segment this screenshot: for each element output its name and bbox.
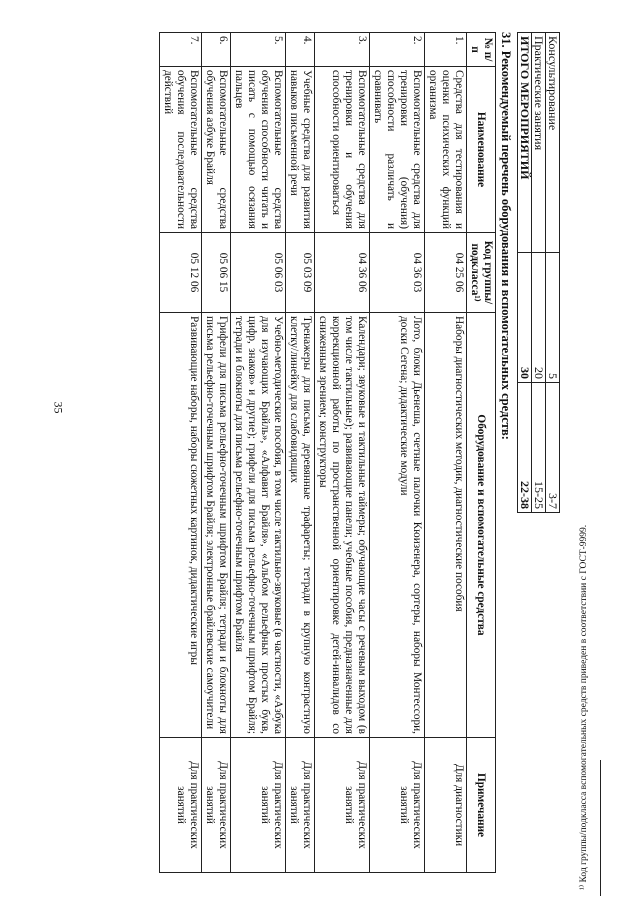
page-number: 35 (51, 401, 66, 414)
summary-label: Консультирование (546, 33, 560, 253)
row-note: Для практических занятий (160, 738, 202, 873)
row-num: 6. (202, 33, 231, 67)
footnote: ¹⁾ Код группы/подкласса вспомогательных средств приведен в соответствии с ГОСТ-9999. (579, 524, 589, 890)
row-equipment: Наборы диагностических методик, диагностические пособия (425, 313, 467, 738)
header-note: Примечание (467, 738, 496, 873)
row-num: 7. (160, 33, 202, 67)
header-name: Наименование (467, 67, 496, 233)
row-num: 5. (231, 33, 286, 67)
row-code: 04 36 03 (370, 233, 425, 313)
row-num: 1. (425, 33, 467, 67)
equipment-table (159, 32, 496, 873)
summary-total-b: 22-38 (518, 383, 532, 513)
row-name: Вспомогательные средства для тренировки и обучения способности ориентироваться (315, 67, 370, 233)
summary-total-a: 30 (518, 253, 532, 383)
header-equipment: Оборудование и вспомогательные средства (467, 313, 496, 738)
row-code: 05 06 03 (231, 233, 286, 313)
table-row (425, 33, 467, 873)
row-name: Средства для тестирования и оценки психических функций организма (425, 67, 467, 233)
row-note: Для диагностики (425, 738, 467, 873)
row-name: Учебные средства для развития навыков письменной речи (286, 67, 315, 233)
row-code: 05 06 15 (202, 233, 231, 313)
row-code: 05 12 06 (160, 233, 202, 313)
row-note: Для практических занятий (286, 738, 315, 873)
row-num: 3. (315, 33, 370, 67)
row-equipment: Лото, блоки Дьенеша, счетные палочки Кюизенера, сортеры, наборы Монтессори, доски Сегена; дидактические модули (370, 313, 425, 738)
row-equipment: Тренажеры для письма, деревянные трафареты; тетради в крупную контрастную клетку/линейку для слабовидящих (286, 313, 315, 738)
table-row (231, 33, 286, 873)
header-code: Код группы/ подкласса¹⁾ (467, 233, 496, 313)
section-title: 31. Рекомендуемый перечень оборудования и вспомогательных средств: (499, 32, 513, 440)
summary-label: Практические занятия (532, 33, 546, 253)
row-code: 04 25 06 (425, 233, 467, 313)
header-num: № п/п (467, 33, 496, 67)
table-row (370, 33, 425, 873)
row-note: Для практических занятий (202, 738, 231, 873)
summary-row (532, 33, 546, 513)
row-note: Для практических занятий (231, 738, 286, 873)
summary-total-label: ИТОГО МЕРОПРИЯТИЙ (518, 33, 532, 253)
row-name: Вспомогательные средства обучения последовательности действий (160, 67, 202, 233)
table-row (202, 33, 231, 873)
summary-value-a: 20 (532, 253, 546, 383)
row-name: Вспомогательные средства обучения способности читать и писать с помощью осязания пальцев (231, 67, 286, 233)
row-name: Вспомогательные средства обучения азбуке Брайля (202, 67, 231, 233)
footnote-separator (600, 760, 601, 896)
table-row (286, 33, 315, 873)
table-row (160, 33, 202, 873)
summary-value-a: 5 (546, 253, 560, 383)
summary-total-row (518, 33, 532, 513)
row-num: 2. (370, 33, 425, 67)
row-name: Вспомогательные средства для тренировки (обучения) способности различать и сравнивать (370, 67, 425, 233)
row-code: 04 36 06 (315, 233, 370, 313)
summary-table (517, 32, 560, 513)
table-row (315, 33, 370, 873)
summary-row (546, 33, 560, 513)
row-note: Для практических занятий (315, 738, 370, 873)
row-equipment: Учебно-методические пособия, в том числе тактильно-звуковые (в частности, «Азбука для изучающих Брайль», «Алфавит Брайля», «Альбом рельефных простых букв, цифр, знаков» и другие); грифели для письма рельефно-точечным шрифтом Брайля; тетради и блокноты для письма рельефно-точечным шрифтом Брайля (231, 313, 286, 738)
row-equipment: Календари; звуковые и тактильные таймеры; обучающие часы с речевым выходом (в том числе тактильные); развивающие панели; учебные пособия, предназначенные для коррекционной работы по пространственной ориентировке детей-инвалидов со сниженным зрением; конструкторы (315, 313, 370, 738)
rotated-page-content (60, 32, 560, 872)
table-header-row (467, 33, 496, 873)
row-note: Для практических занятий (370, 738, 425, 873)
row-equipment: Развивающие наборы, наборы сюжетных картинок, дидактические игры (160, 313, 202, 738)
row-code: 05 03 09 (286, 233, 315, 313)
summary-value-b: 3-7 (546, 383, 560, 513)
summary-value-b: 15-25 (532, 383, 546, 513)
row-equipment: Грифели для письма рельефно-точечным шрифтом Брайля; тетради и блокноты для письма рельефно-точечным шрифтом Брайля; электронные брайлевские самоучители (202, 313, 231, 738)
row-num: 4. (286, 33, 315, 67)
